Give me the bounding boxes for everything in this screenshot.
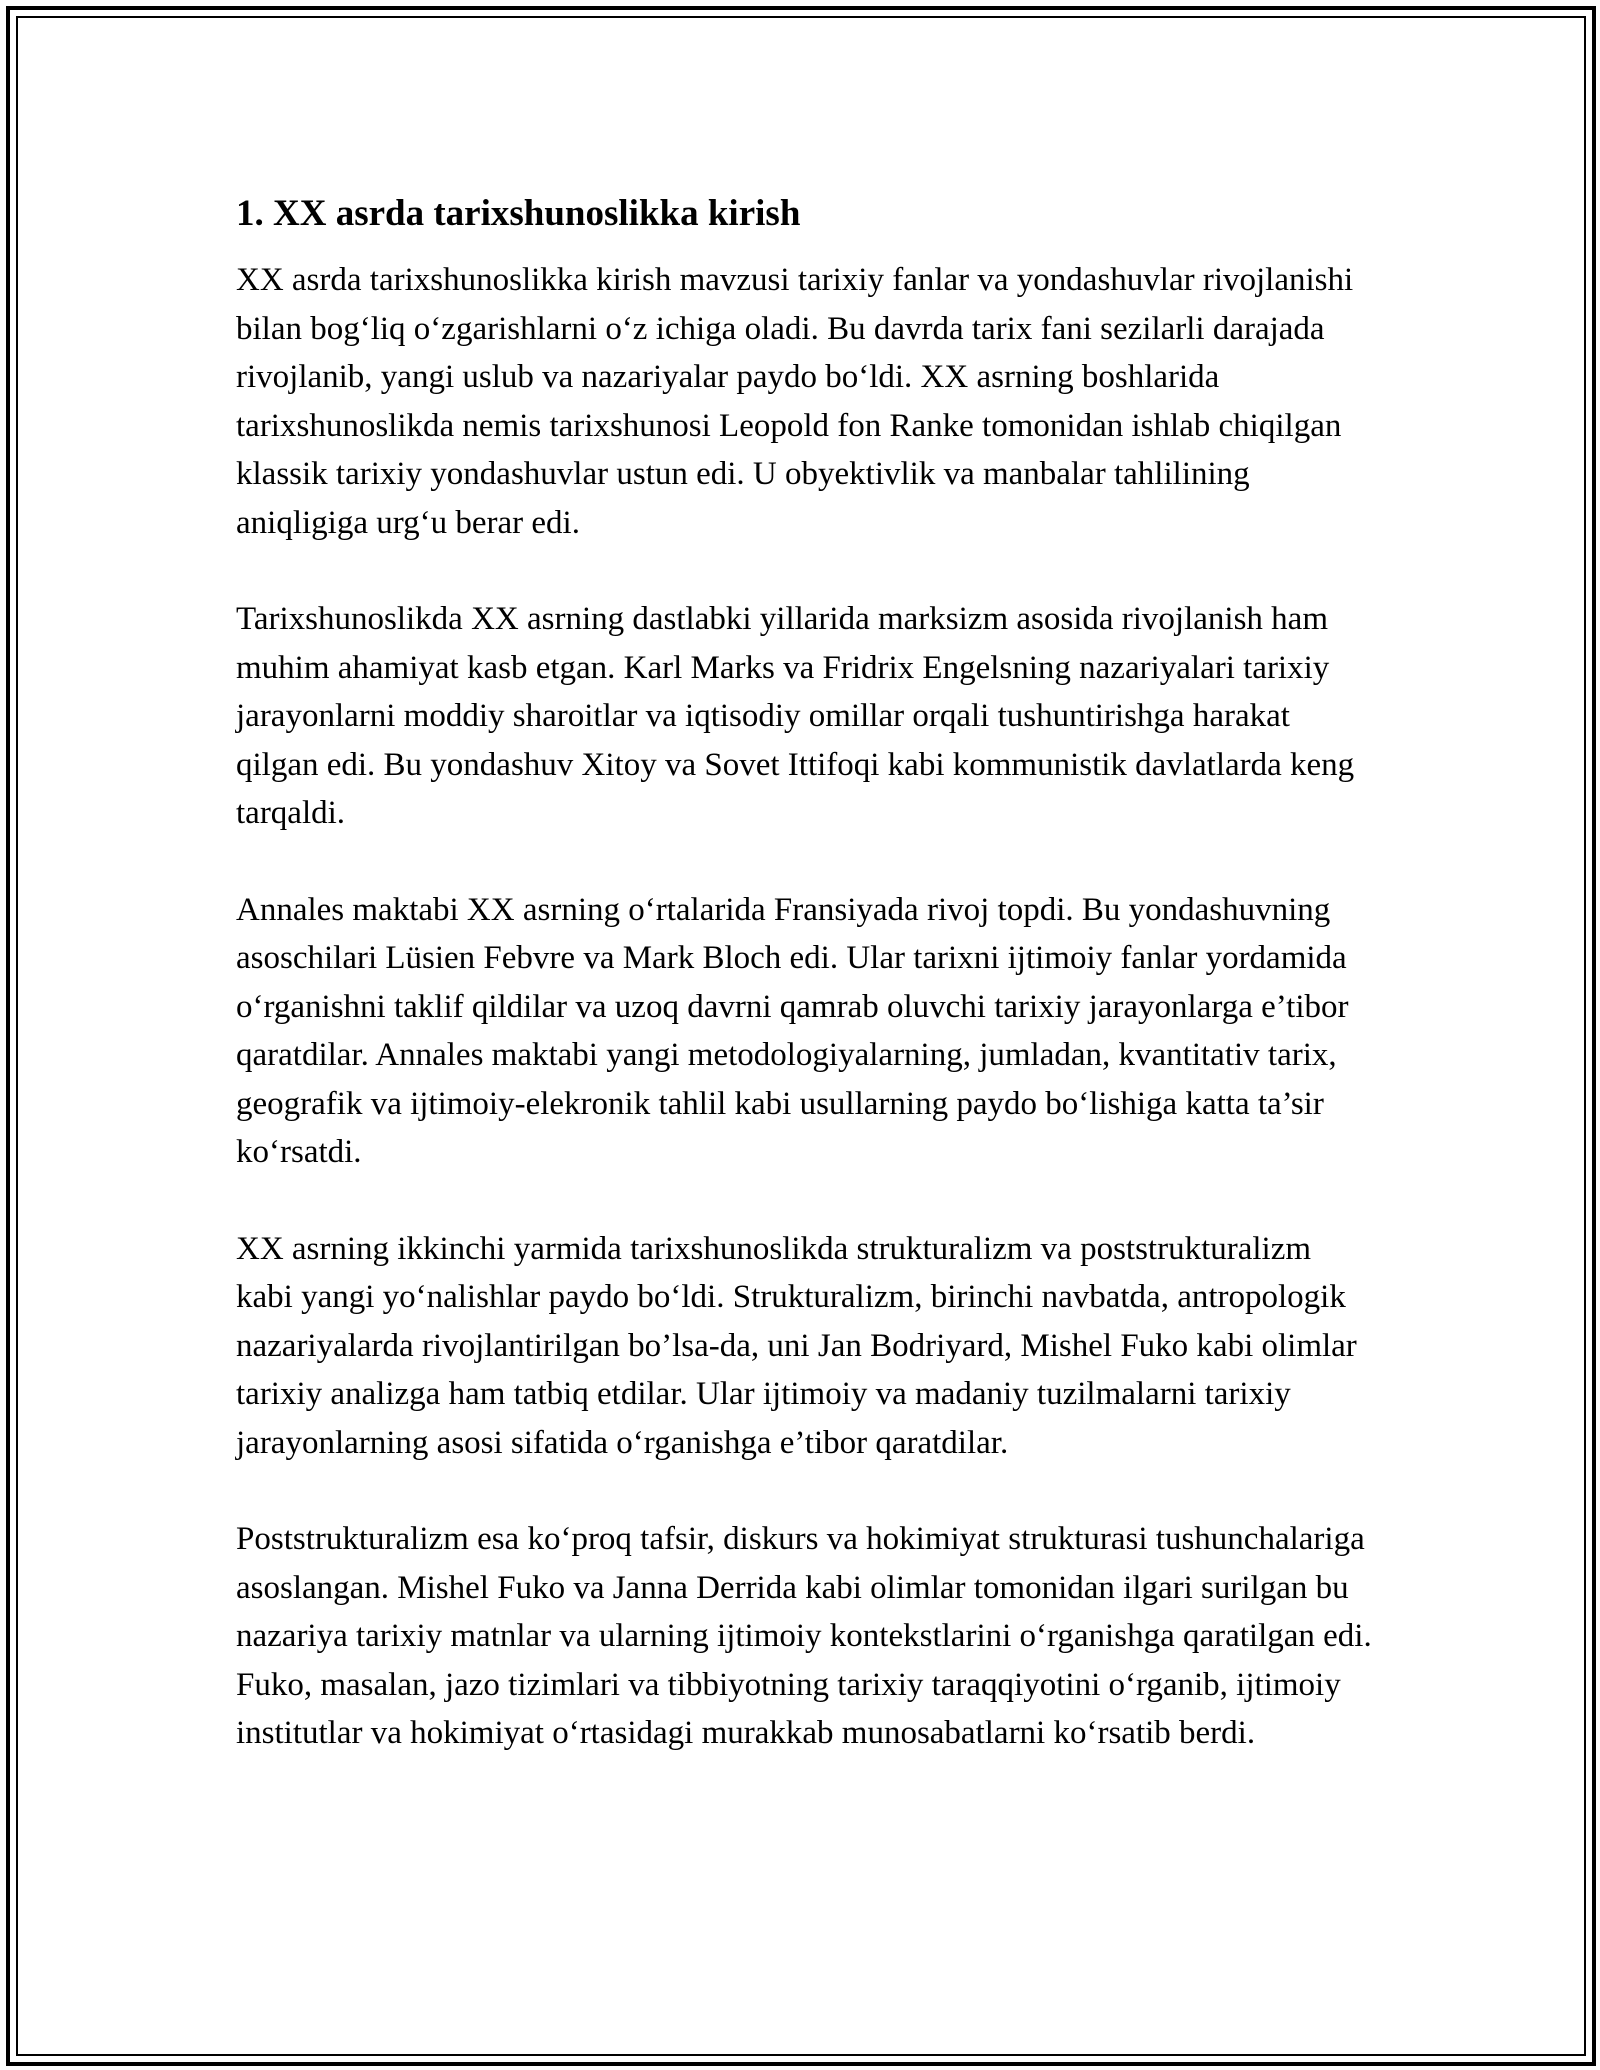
paragraph-4: XX asrning ikkinchi yarmida tarixshunoslikda strukturalizm va poststrukturalizm kabi yangi yo‘nalishlar paydo bo‘ldi. Strukturalizm, birinchi navbatda, antropologik nazariyalarda rivojlantirilgan bo’lsa-da, uni Jan Bodriyard, Mishel Fuko kabi olimlar tarixiy analizga ham tatbiq etdilar. Ular ijtimoiy va madaniy tuzilmalarni tarixiy jarayonlarning asosi sifatida o‘rganishga e’tibor qaratdilar. bbox=[236, 1230, 1357, 1461]
paragraph-5: Poststrukturalizm esa ko‘proq tafsir, diskurs va hokimiyat strukturasi tushunchalariga asoslangan. Mishel Fuko va Janna Derrida kabi olimlar tomonidan ilgari surilgan bu nazariya tarixiy matnlar va ularning ijtimoiy kontekstlarini o‘rganishga qaratilgan edi. Fuko, masalan, jazo tizimlari va tibbiyotning tarixiy taraqqiyotini o‘rganib, ijtimoiy institutlar va hokimiyat o‘rtasidagi murakkab munosabatlarni ko‘rsatib berdi. bbox=[236, 1521, 1372, 1751]
paragraph-3: Annales maktabi XX asrning o‘rtalarida Fransiyada rivoj topdi. Bu yondashuvning asoschilari Lüsien Febvre va Mark Bloch edi. Ular tarixni ijtimoiy fanlar yordamida o‘rganishni taklif qildilar va uzoq davrni qamrab oluvchi tarixiy jarayonlarga e’tibor qaratdilar. Annales maktabi yangi metodologiyalarning, jumladan, kvantitativ tarix, geografik va ijtimoiy-elekronik tahlil kabi usullarning paydo bo‘lishiga katta ta’sir ko‘rsatdi. bbox=[236, 891, 1349, 1170]
document-body bbox=[236, 188, 1376, 1806]
section-heading: 1. XX asrda tarixshunoslikka kirish bbox=[236, 193, 801, 234]
paragraph-2: Tarixshunoslikda XX asrning dastlabki yillarida marksizm asosida rivojlanish ham muhim ahamiyat kasb etgan. Karl Marks va Fridrix Engelsning nazariyalari tarixiy jarayonlarni moddiy sharoitlar va iqtisodiy omillar orqali tushuntirishga harakat qilgan edi. Bu yondashuv Xitoy va Sovet Ittifoqi kabi kommunistik davlatlarda keng tarqaldi. bbox=[236, 601, 1355, 831]
paragraph-1: XX asrda tarixshunoslikka kirish mavzusi tarixiy fanlar va yondashuvlar rivojlanishi bilan bog‘liq o‘zgarishlarni o‘z ichiga oladi. Bu davrda tarix fani sezilarli darajada rivojlanib, yangi uslub va nazariyalar paydo bo‘ldi. XX asrning boshlarida tarixshunoslikda nemis tarixshunosi Leopold fon Ranke tomonidan ishlab chiqilgan klassik tarixiy yondashuvlar ustun edi. U obyektivlik va manbalar tahlilining aniqligiga urg‘u berar edi. bbox=[236, 262, 1354, 541]
